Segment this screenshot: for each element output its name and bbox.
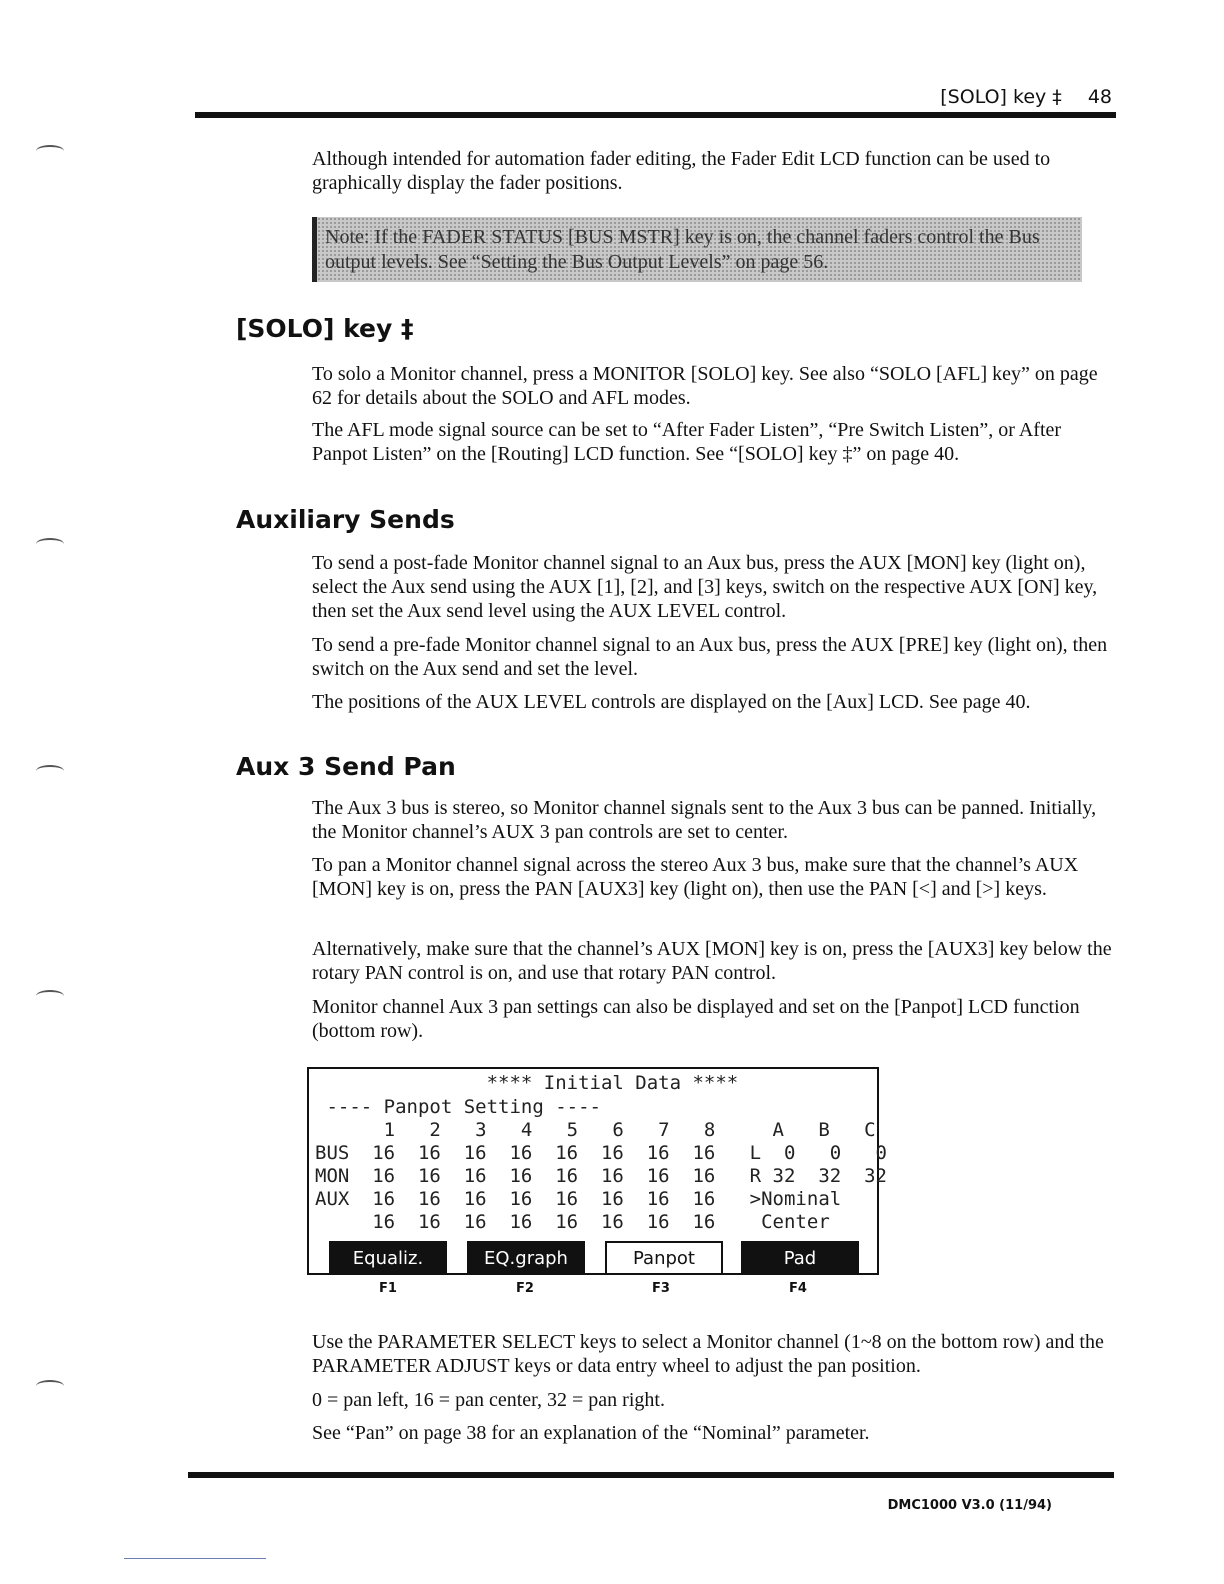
panpot-function-key[interactable]: Panpot <box>605 1241 723 1275</box>
lcd-subtitle-row: ---- Panpot Setting ---- <box>315 1096 601 1118</box>
margin-mark <box>36 765 64 777</box>
scan-underline <box>124 1558 266 1559</box>
running-header <box>940 86 1112 108</box>
header-section: [SOLO] key ‡ <box>940 86 1062 108</box>
lcd-mon-row: MON 16 16 16 16 16 16 16 16 R 32 32 32 <box>315 1165 887 1187</box>
margin-mark <box>36 538 64 550</box>
page-number: 48 <box>1087 86 1112 108</box>
eq-graph-function-key[interactable]: EQ.graph <box>467 1241 585 1275</box>
aux3-paragraph-2: To pan a Monitor channel signal across the stereo Aux 3 bus, make sure that the channel’s AUX [MON] key is on, press the PAN [AUX3] key (light on), then use the PAN [<] and [>] keys. <box>312 854 1079 900</box>
aux-paragraph-3: The positions of the AUX LEVEL controls are displayed on the [Aux] LCD. See page 40. <box>312 691 1031 713</box>
aux3-paragraph-3: Alternatively, make sure that the channel’s AUX [MON] key is on, press the [AUX3] key below the rotary PAN control is on, and use that rotary PAN control. <box>312 938 1112 984</box>
margin-mark <box>36 990 64 1002</box>
lcd-channel-header-row: 1 2 3 4 5 6 7 8 A B C <box>315 1119 876 1141</box>
solo-heading: [SOLO] key ‡ <box>236 314 414 343</box>
equaliz-function-key[interactable]: Equaliz. <box>329 1241 447 1275</box>
lcd-bus-row: BUS 16 16 16 16 16 16 16 16 L 0 0 0 <box>315 1142 887 1164</box>
pad-function-key[interactable]: Pad <box>741 1241 859 1275</box>
f3-label: F3 <box>652 1281 670 1296</box>
lcd-aux-row: AUX 16 16 16 16 16 16 16 16 >Nominal <box>315 1188 842 1210</box>
f1-label: F1 <box>379 1281 397 1296</box>
lcd-aux-bottom-row: 16 16 16 16 16 16 16 16 Center <box>315 1211 830 1233</box>
f2-label: F2 <box>516 1281 534 1296</box>
aux-paragraph-2: To send a pre-fade Monitor channel signal to an Aux bus, press the AUX [PRE] key (light on), then switch on the Aux send and set the level. <box>312 634 1108 680</box>
after-paragraph-1: Use the PARAMETER SELECT keys to select a Monitor channel (1~8 on the bottom row) and the PARAMETER ADJUST keys or data entry wheel to adjust the pan position. <box>312 1331 1104 1377</box>
footer-rule <box>188 1472 1114 1478</box>
solo-paragraph-1: To solo a Monitor channel, press a MONITOR [SOLO] key. See also “SOLO [AFL] key” on page 62 for details about the SOLO and AFL modes. <box>312 363 1098 409</box>
aux-heading: Auxiliary Sends <box>236 505 455 534</box>
aux3-paragraph-1: The Aux 3 bus is stereo, so Monitor channel signals sent to the Aux 3 bus can be panned. Initially, the Monitor channel’s AUX 3 pan controls are set to center. <box>312 797 1097 843</box>
aux3-heading: Aux 3 Send Pan <box>236 752 456 781</box>
margin-mark <box>36 145 64 157</box>
after-paragraph-3: See “Pan” on page 38 for an explanation of the “Nominal” parameter. <box>312 1422 870 1444</box>
aux3-paragraph-4: Monitor channel Aux 3 pan settings can also be displayed and set on the [Panpot] LCD function (bottom row). <box>312 996 1080 1042</box>
footer-version: DMC1000 V3.0 (11/94) <box>887 1498 1052 1513</box>
margin-mark <box>36 1380 64 1392</box>
header-rule <box>195 112 1116 118</box>
solo-paragraph-2: The AFL mode signal source can be set to “After Fader Listen”, “Pre Switch Listen”, or After Panpot Listen” on the [Routing] LCD function. See “[SOLO] key ‡” on page 40. <box>312 419 1062 465</box>
note-box: Note: If the FADER STATUS [BUS MSTR] key is on, the channel faders control the Bus output levels. See “Setting the Bus Output Levels” on page 56. <box>312 217 1082 282</box>
panpot-lcd-screen <box>307 1067 887 1275</box>
f4-label: F4 <box>789 1281 807 1296</box>
after-paragraph-2: 0 = pan left, 16 = pan center, 32 = pan right. <box>312 1389 665 1411</box>
intro-paragraph: Although intended for automation fader editing, the Fader Edit LCD function can be used to graphically display the fader positions. <box>312 148 1051 194</box>
aux-paragraph-1: To send a post-fade Monitor channel signal to an Aux bus, press the AUX [MON] key (light on), select the Aux send using the AUX [1], [2], and [3] keys, switch on the respective AUX [ON] key, then set the Aux send level using the AUX LEVEL control. <box>312 552 1098 622</box>
lcd-title-row: **** Initial Data **** <box>315 1072 739 1094</box>
